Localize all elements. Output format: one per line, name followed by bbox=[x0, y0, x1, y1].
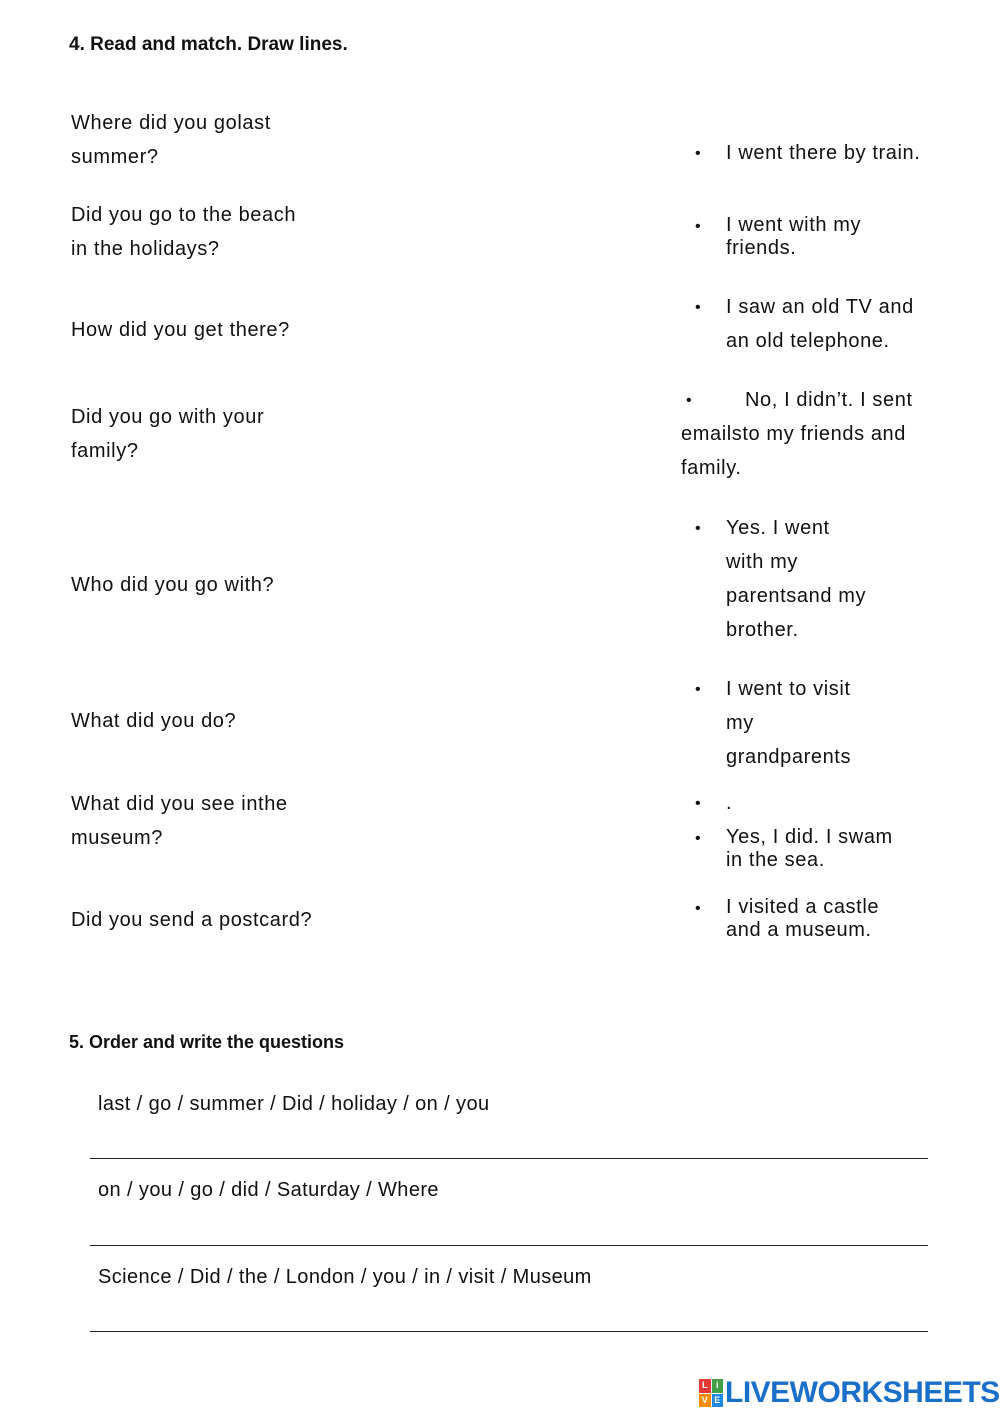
answer-7[interactable] bbox=[726, 786, 732, 820]
answer-6-line-2: my bbox=[726, 712, 754, 734]
question-2-line-1: Did you go to the beach bbox=[71, 204, 297, 226]
answer-5-line-1: Yes. I went bbox=[726, 517, 830, 539]
answer-1-line-1: I went there by train. bbox=[726, 142, 921, 164]
question-5 bbox=[71, 568, 274, 602]
answer-3-line-1: I saw an old TV and bbox=[726, 296, 914, 318]
answer-4-line-1: No, I didn’t. I sent bbox=[745, 389, 913, 411]
answer-3[interactable] bbox=[726, 290, 914, 358]
answer-9[interactable] bbox=[726, 896, 879, 942]
answer-1[interactable] bbox=[726, 136, 920, 170]
logo-tile-4: E bbox=[712, 1394, 724, 1408]
answer-4-line-3: family. bbox=[681, 457, 742, 479]
answer-3-line-2: an old telephone. bbox=[726, 330, 890, 352]
answer-8-line-2: in the sea. bbox=[726, 849, 825, 871]
answer-line-1 bbox=[90, 1158, 928, 1159]
scrambled-question-3: Science / Did / the / London / you / in / visit / Museum bbox=[98, 1266, 592, 1288]
answer-9-line-2: and a museum. bbox=[726, 919, 872, 941]
answer-7-line-1: . bbox=[726, 792, 733, 814]
answer-5-line-2: with my bbox=[726, 551, 798, 573]
question-4 bbox=[71, 400, 264, 468]
scrambled-question-1: last / go / summer / Did / holiday / on / you bbox=[98, 1093, 490, 1115]
scrambled-question-2: on / you / go / did / Saturday / Where bbox=[98, 1179, 439, 1201]
logo-tile-2: i bbox=[712, 1379, 724, 1393]
question-3 bbox=[71, 313, 290, 347]
bullet-3: • bbox=[695, 299, 701, 316]
question-6-line-1: What did you do? bbox=[71, 710, 237, 732]
question-8-line-1: Did you send a postcard? bbox=[71, 909, 313, 931]
answer-8-line-1: Yes, I did. I swam bbox=[726, 826, 893, 848]
section-5-title: 5. Order and write the questions bbox=[69, 1032, 345, 1052]
question-2-line-2: in the holidays? bbox=[71, 238, 220, 260]
answer-4-line-2: emailsto my friends and bbox=[681, 423, 907, 445]
answer-line-2 bbox=[90, 1245, 928, 1246]
question-6 bbox=[71, 704, 236, 738]
question-4-line-2: family? bbox=[71, 440, 139, 462]
answer-2-line-1: I went with my bbox=[726, 214, 862, 236]
answer-5-line-4: brother. bbox=[726, 619, 799, 641]
question-7 bbox=[71, 787, 288, 855]
answer-6[interactable] bbox=[726, 672, 851, 774]
bullet-5: • bbox=[695, 520, 701, 537]
answer-4[interactable] bbox=[681, 383, 913, 485]
answer-6-line-1: I went to visit bbox=[726, 678, 851, 700]
answer-line-3 bbox=[90, 1331, 928, 1332]
logo-tile-3: V bbox=[699, 1394, 711, 1408]
answer-2-line-2: friends. bbox=[726, 237, 797, 259]
question-1 bbox=[71, 106, 271, 174]
answer-8[interactable] bbox=[726, 826, 893, 872]
answer-5-line-3: parentsand my bbox=[726, 585, 867, 607]
logo-tile-1: L bbox=[699, 1379, 711, 1393]
question-5-line-1: Who did you go with? bbox=[71, 574, 275, 596]
question-7-line-1: What did you see inthe bbox=[71, 793, 288, 815]
section-4-title: 4. Read and match. Draw lines. bbox=[69, 34, 348, 55]
answer-5[interactable] bbox=[726, 511, 866, 647]
answer-field-3[interactable] bbox=[90, 1301, 928, 1331]
question-2 bbox=[71, 198, 296, 266]
question-7-line-2: museum? bbox=[71, 827, 164, 849]
question-1-line-2: summer? bbox=[71, 146, 159, 168]
bullet-2: • bbox=[695, 218, 701, 235]
bullet-4: • bbox=[686, 392, 692, 409]
answer-6-line-3: grandparents bbox=[726, 746, 852, 768]
question-8 bbox=[71, 903, 312, 937]
answer-field-1[interactable] bbox=[90, 1128, 928, 1158]
bullet-8: • bbox=[695, 830, 701, 847]
logo-text: LIVEWORKSHEETS bbox=[725, 1376, 1000, 1409]
question-1-line-1: Where did you golast bbox=[71, 112, 271, 134]
answer-field-2[interactable] bbox=[90, 1215, 928, 1245]
answer-2[interactable] bbox=[726, 214, 861, 260]
answer-9-line-1: I visited a castle bbox=[726, 896, 880, 918]
bullet-7: • bbox=[695, 795, 701, 812]
liveworksheets-logo bbox=[699, 1378, 1000, 1408]
bullet-1: • bbox=[695, 145, 701, 162]
question-4-line-1: Did you go with your bbox=[71, 406, 265, 428]
bullet-9: • bbox=[695, 900, 701, 917]
bullet-6: • bbox=[695, 681, 701, 698]
question-3-line-1: How did you get there? bbox=[71, 319, 290, 341]
logo-tiles-icon bbox=[699, 1379, 723, 1407]
